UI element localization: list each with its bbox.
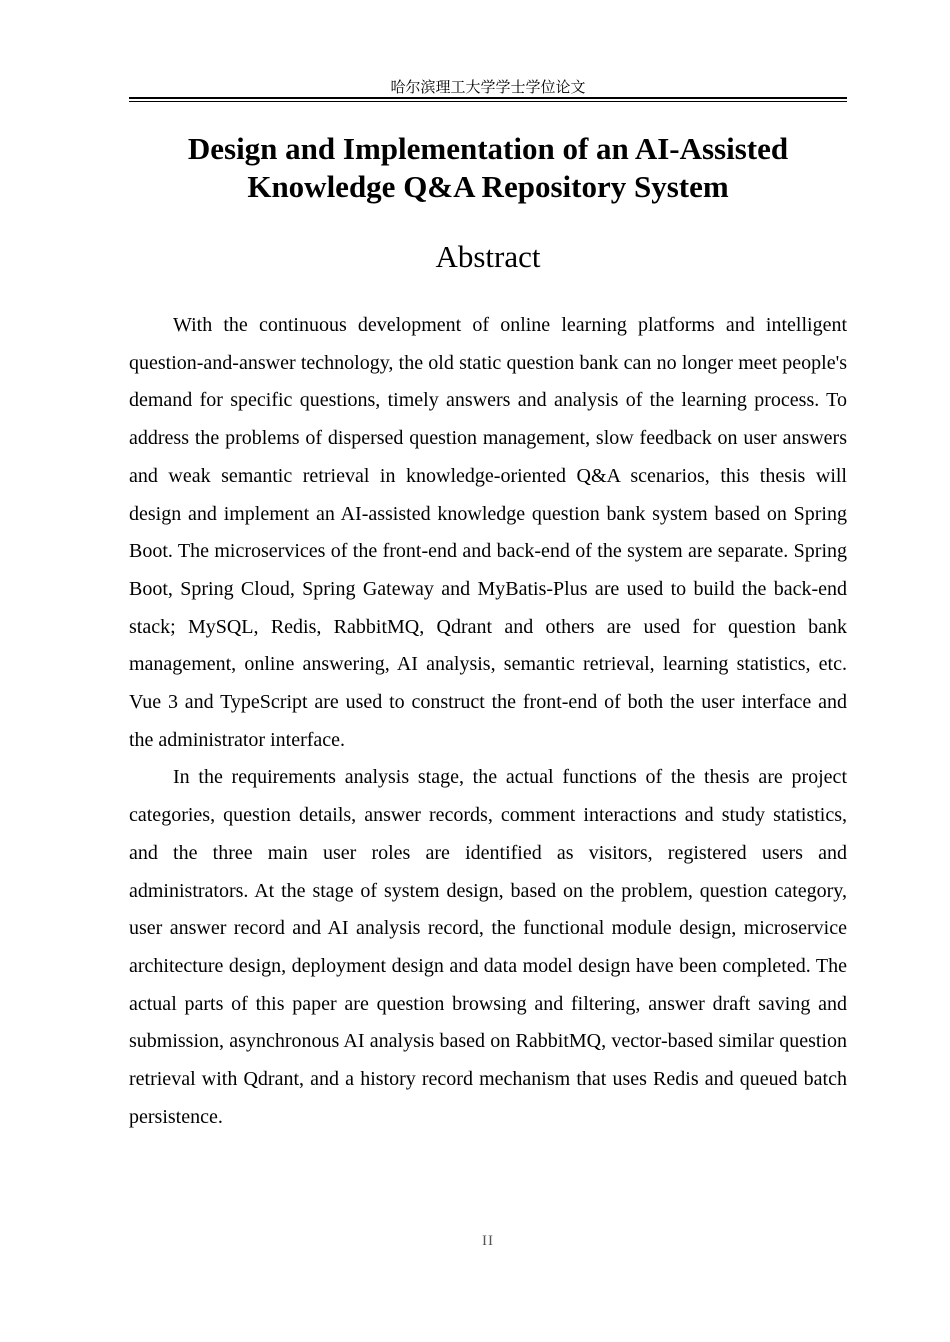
thesis-title bbox=[129, 130, 847, 206]
running-header: 哈尔滨理工大学学士学位论文 bbox=[390, 80, 586, 96]
header-rule-thin bbox=[129, 101, 847, 102]
abstract-paragraph-2: In the requirements analysis stage, the actual functions of the thesis are project categories, question details, answer records, comment interactions and study statistics, and the three main user roles are identified as visitors, registered users and administrators. At the stage of system design, based on the problem, question category, user answer record and AI analysis record, the functional module design, microservice architecture design, deployment design and data model design have been completed. The actual parts of this paper are question browsing and filtering, answer draft saving and submission, asynchronous AI analysis based on RabbitMQ, vector-based similar question retrieval with Qdrant, and a history record mechanism that uses Redis and queued batch persistence. bbox=[129, 766, 847, 1128]
thesis-title-line-1: Design and Implementation of an AI-Assisted bbox=[187, 131, 789, 166]
abstract-paragraph-1: With the continuous development of online learning platforms and intelligent question-and-answer technology, the old static question bank can no longer meet people's demand for specific questions, timely answers and analysis of the learning process. To address the problems of dispersed question management, slow feedback on user answers and weak semantic retrieval in knowledge-oriented Q&A scenarios, this thesis will design and implement an AI-assisted knowledge question bank system based on Spring Boot. The microservices of the front-end and back-end of the system are separate. Spring Boot, Spring Cloud, Spring Gateway and MyBatis-Plus are used to build the back-end stack; MySQL, Redis, RabbitMQ, Qdrant and others are used for question bank management, online answering, AI analysis, semantic retrieval, learning statistics, etc. Vue 3 and TypeScript are used to construct the front-end of both the user interface and the administrator interface. bbox=[129, 314, 847, 751]
header-rule-thick bbox=[129, 97, 847, 99]
page-number: II bbox=[482, 1233, 494, 1249]
abstract-body bbox=[129, 307, 847, 1136]
abstract-heading: Abstract bbox=[435, 239, 541, 274]
thesis-title-line-2: Knowledge Q&A Repository System bbox=[247, 169, 729, 204]
